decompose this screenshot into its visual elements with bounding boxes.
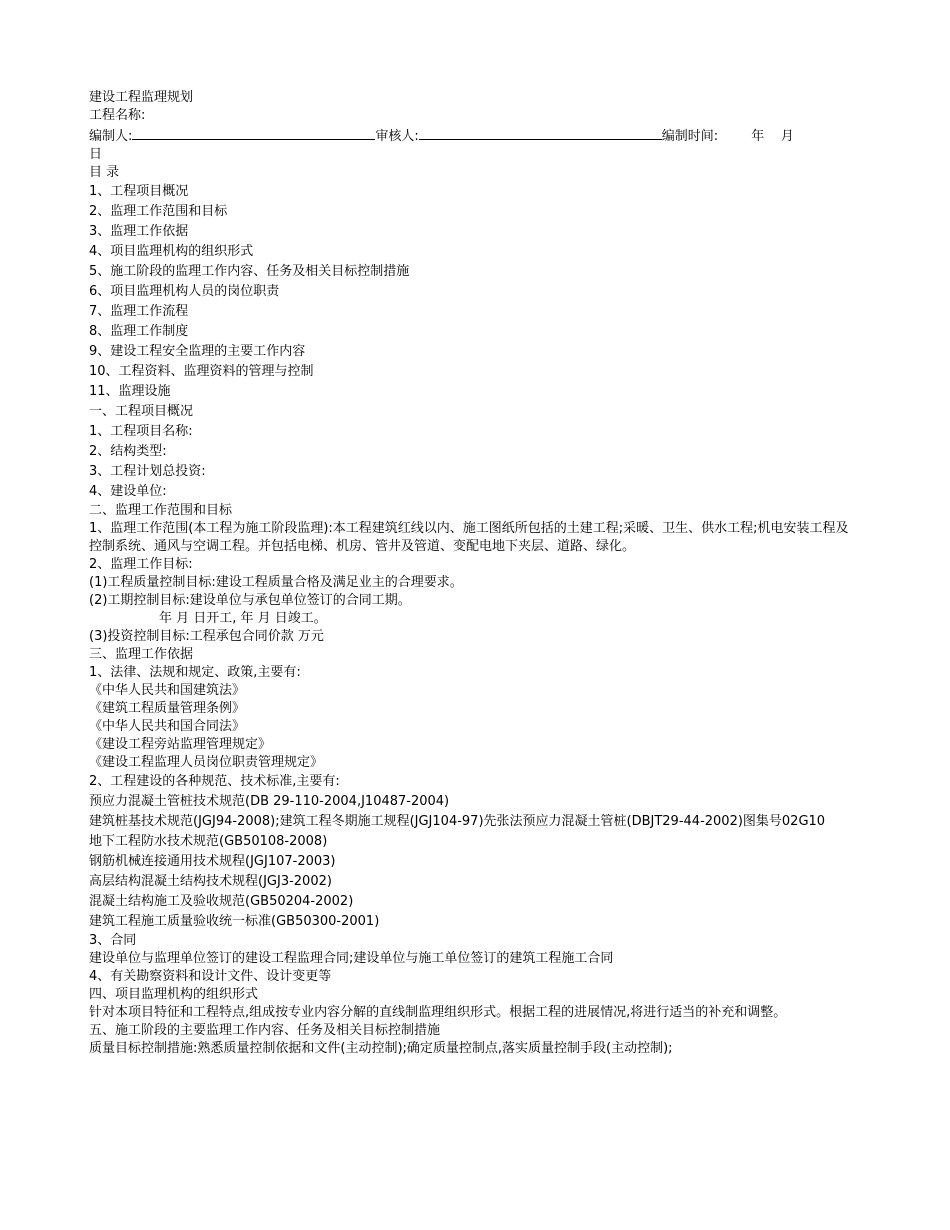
- toc-item: 5、施工阶段的监理工作内容、任务及相关目标控制措施: [89, 264, 410, 279]
- survey-documents: 4、有关勘察资料和设计文件、设计变更等: [89, 969, 332, 984]
- standard-item: 预应力混凝土管桩技术规范(DB 29-110-2004,J10487-2004): [89, 794, 450, 809]
- compiler-blank: [132, 125, 375, 140]
- contract-text: 建设单位与监理单位签订的建设工程监理合同;建设单位与施工单位签订的建筑工程施工合同: [89, 951, 614, 966]
- document-body: [89, 89, 861, 1058]
- toc-item: 2、监理工作范围和目标: [89, 204, 228, 219]
- law-item: 《建设工程旁站监理管理规定》: [89, 737, 272, 752]
- law-item: 《中华人民共和国建筑法》: [89, 683, 246, 698]
- supervision-scope-paragraph: 1、监理工作范围(本工程为施工阶段监理):本工程建筑红线以内、施工图纸所包括的土建工程;采暖、卫生、供水工程;机电安装工程及控制系统、通风与空调工程。并包括电梯、机房、管井及管道、变配电地下夹层、道路、绿化。: [89, 521, 849, 554]
- date-year-label: 年: [751, 129, 765, 144]
- project-overview-item: 4、建设单位:: [89, 484, 167, 499]
- organization-paragraph: 针对本项目特征和工程特点,组成按专业内容分解的直线制监理组织形式。根据工程的进展情况,将进行适当的补充和调整。: [89, 1005, 787, 1020]
- toc-list: [89, 182, 861, 402]
- toc-item: 6、项目监理机构人员的岗位职责: [89, 284, 280, 299]
- date-day-label: 日: [89, 147, 103, 162]
- reviewer-label: 审核人:: [375, 129, 419, 144]
- reviewer-blank: [419, 125, 662, 140]
- toc-item: 8、监理工作制度: [89, 324, 189, 339]
- toc-item: 10、工程资料、监理资料的管理与控制: [89, 364, 314, 379]
- project-overview-item: 3、工程计划总投资:: [89, 464, 206, 479]
- standard-item: 钢筋机械连接通用技术规程(JGJ107-2003): [89, 854, 336, 869]
- supervision-goal-heading: 2、监理工作目标:: [89, 557, 193, 572]
- project-overview-item: 1、工程项目名称:: [89, 424, 193, 439]
- section-heading: 五、施工阶段的主要监理工作内容、任务及相关目标控制措施: [89, 1023, 441, 1038]
- project-overview-item: 2、结构类型:: [89, 444, 167, 459]
- document-title: 建设工程监理规划: [89, 90, 194, 105]
- quality-control-measures: 质量目标控制措施:熟悉质量控制依据和文件(主动控制);确定质量控制点,落实质量控制手段(主动控制);: [89, 1041, 673, 1056]
- date-month-label: 月: [780, 129, 794, 144]
- section-heading: 二、监理工作范围和目标: [89, 503, 233, 518]
- toc-item: 9、建设工程安全监理的主要工作内容: [89, 344, 306, 359]
- section-heading: 一、工程项目概况: [89, 404, 194, 419]
- toc-item: 1、工程项目概况: [89, 184, 189, 199]
- signature-row: [89, 125, 861, 146]
- toc-item: 3、监理工作依据: [89, 224, 189, 239]
- laws-heading: 1、法律、法规和规定、政策,主要有:: [89, 665, 301, 680]
- investment-goal: (3)投资控制目标:工程承包合同价款 万元: [89, 629, 324, 644]
- quality-goal: (1)工程质量控制目标:建设工程质量合格及满足业主的合理要求。: [89, 575, 463, 590]
- toc-item: 7、监理工作流程: [89, 304, 189, 319]
- standard-item: 建筑工程施工质量验收统一标准(GB50300-2001): [89, 914, 380, 929]
- contract-heading: 3、合同: [89, 933, 137, 948]
- project-name-label: 工程名称:: [89, 108, 146, 123]
- standard-item: 混凝土结构施工及验收规范(GB50204-2002): [89, 894, 354, 909]
- section-heading: 三、监理工作依据: [89, 647, 194, 662]
- toc-heading: 目 录: [89, 165, 120, 180]
- toc-item: 11、监理设施: [89, 384, 171, 399]
- law-item: 《建筑工程质量管理条例》: [89, 701, 246, 716]
- standard-item: 建筑桩基技术规范(JGJ94-2008);建筑工程冬期施工规程(JGJ104-97)先张法预应力混凝土管桩(DBJT29-44-2002)图集号02G10: [89, 814, 826, 829]
- standard-item: 高层结构混凝土结构技术规程(JGJ3-2002): [89, 874, 332, 889]
- standard-item: 地下工程防水技术规范(GB50108-2008): [89, 834, 328, 849]
- toc-item: 4、项目监理机构的组织形式: [89, 244, 254, 259]
- compiler-label: 编制人:: [89, 129, 133, 144]
- section-heading: 四、项目监理机构的组织形式: [89, 987, 259, 1002]
- law-item: 《建设工程监理人员岗位职责管理规定》: [89, 755, 324, 770]
- schedule-goal: (2)工期控制目标:建设单位与承包单位签订的合同工期。: [89, 593, 411, 608]
- compile-time-label: 编制时间:: [661, 129, 719, 144]
- schedule-dates: 年 月 日开工, 年 月 日竣工。: [159, 611, 327, 626]
- standards-heading: 2、工程建设的各种规范、技术标准,主要有:: [89, 774, 340, 789]
- law-item: 《中华人民共和国合同法》: [89, 719, 246, 734]
